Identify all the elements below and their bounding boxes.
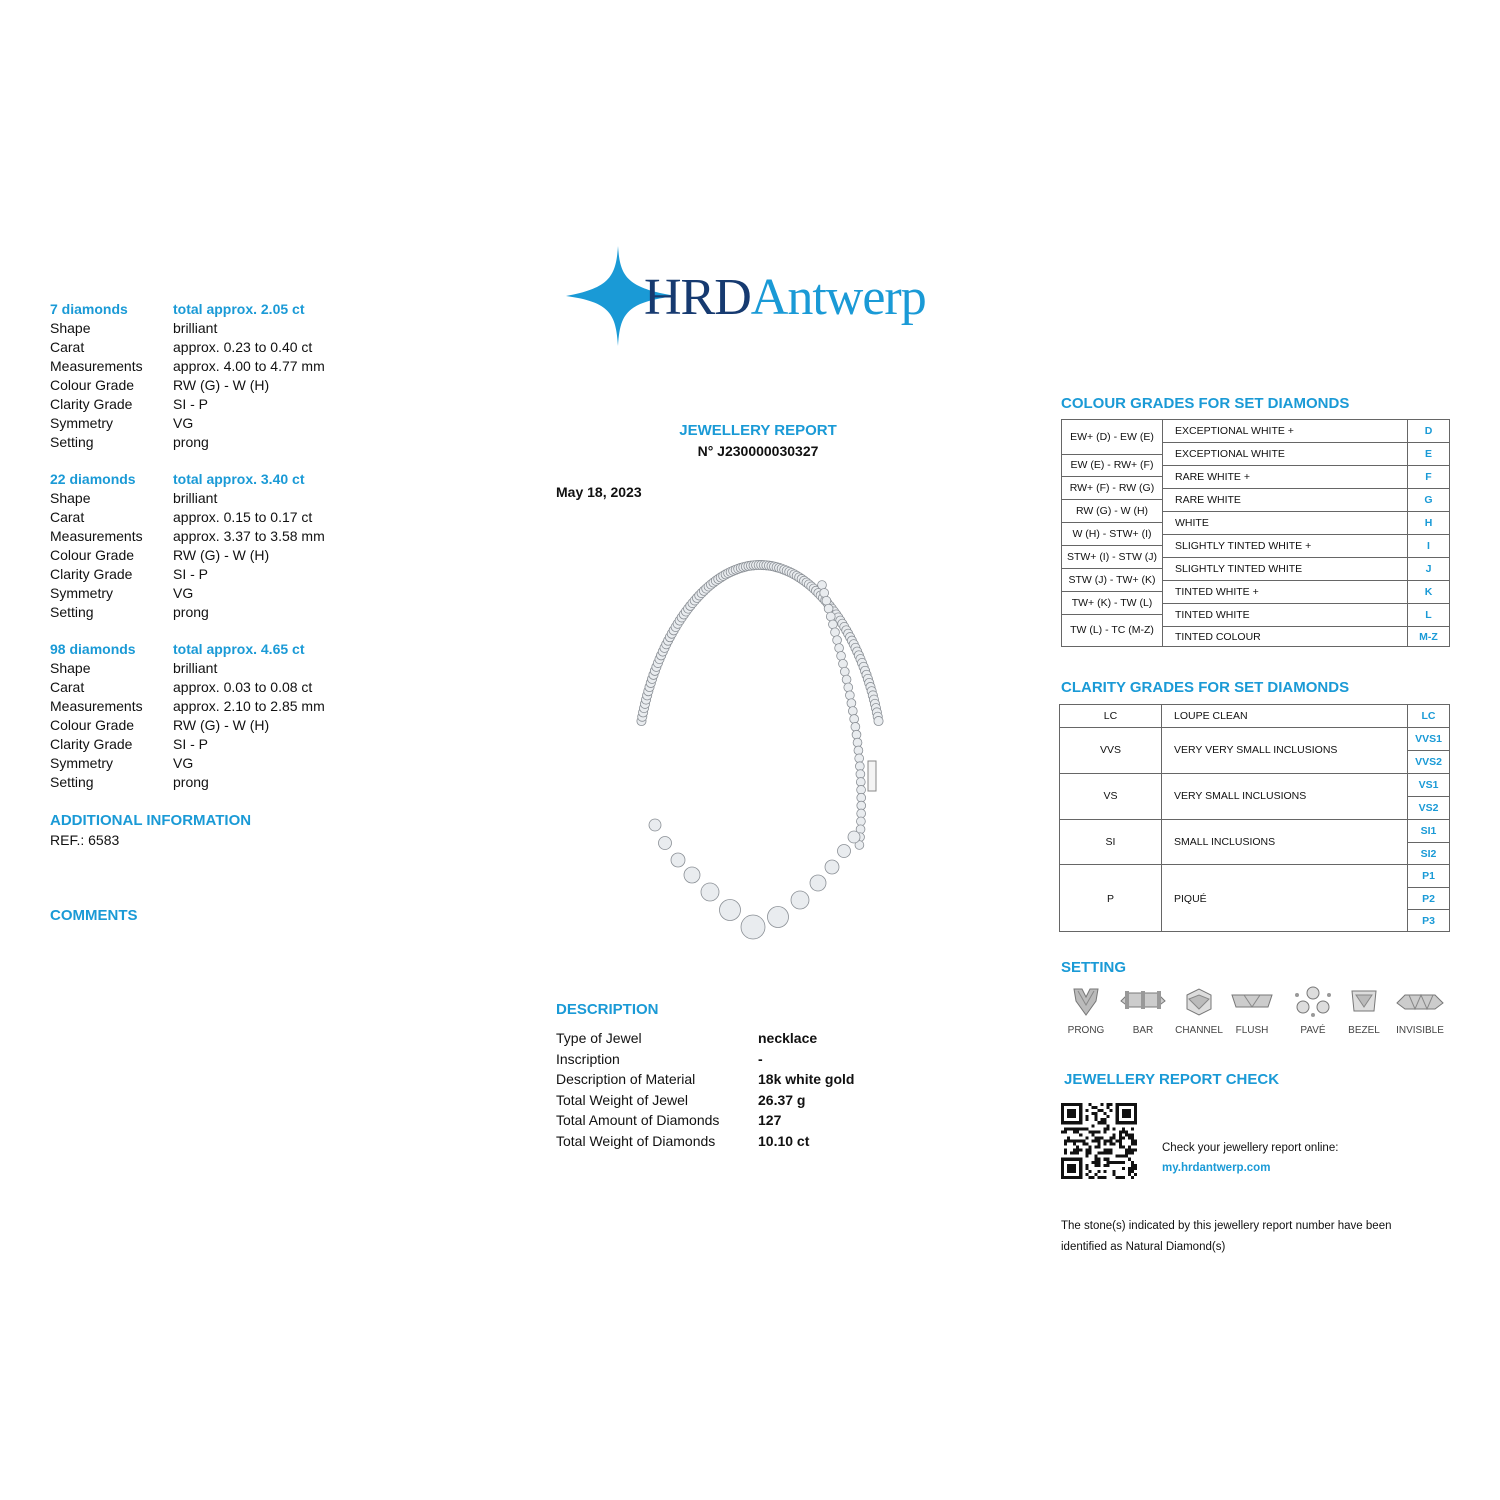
- group-total: total approx. 3.40 ct: [173, 471, 305, 487]
- spec-label: Symmetry: [50, 585, 113, 601]
- clarity-name: VERY SMALL INCLUSIONS: [1174, 790, 1307, 802]
- clarity-name: LOUPE CLEAN: [1174, 710, 1248, 722]
- clarity-code: P3: [1422, 915, 1435, 927]
- clarity-grades-table: [1059, 704, 1450, 932]
- bezel-setting-icon: [1346, 985, 1382, 1019]
- check-text: Check your jewellery report online:: [1162, 1142, 1339, 1154]
- spec-label: Colour Grade: [50, 717, 135, 733]
- setting-label: FLUSH: [1235, 1025, 1269, 1036]
- spec-label: Measurements: [50, 358, 143, 374]
- spec-value: prong: [173, 434, 209, 450]
- hrd-logo: [566, 246, 966, 346]
- colour-range: EW+ (D) - EW (E): [1062, 420, 1162, 455]
- clarity-name: VERY VERY SMALL INCLUSIONS: [1174, 744, 1338, 756]
- description-label: Description of Material: [556, 1071, 696, 1087]
- colour-code: K: [1424, 586, 1433, 598]
- necklace-stone: [874, 716, 883, 725]
- necklace-stone: [741, 915, 765, 939]
- spec-label: Colour Grade: [50, 377, 135, 393]
- clarity-grades-title: CLARITY GRADES FOR SET DIAMONDS: [1061, 679, 1350, 696]
- prong-setting-icon: [1068, 985, 1104, 1019]
- description-row: [556, 1071, 936, 1092]
- necklace-stone: [833, 636, 842, 645]
- necklace-stone: [856, 778, 865, 787]
- colour-code: I: [1427, 540, 1430, 552]
- setting-item-channel: [1169, 985, 1229, 1036]
- colour-range: TW (L) - TC (M-Z): [1070, 624, 1154, 636]
- clarity-code: VS1: [1418, 779, 1439, 791]
- colour-name: RARE WHITE: [1175, 494, 1241, 506]
- setting-label: CHANNEL: [1175, 1025, 1223, 1036]
- channel-setting-icon: [1181, 985, 1217, 1019]
- pave-setting-icon: [1293, 985, 1333, 1019]
- spec-value: SI - P: [173, 736, 209, 752]
- footer-line: The stone(s) indicated by this jewellery report number have been: [1061, 1220, 1392, 1232]
- necklace-stone: [768, 907, 789, 928]
- necklace-stone: [671, 853, 685, 867]
- necklace-stone: [810, 875, 826, 891]
- description-value: 26.37 g: [758, 1091, 806, 1108]
- necklace-clasp: [868, 761, 876, 791]
- group-count: 22 diamonds: [50, 471, 136, 487]
- description-label: Type of Jewel: [556, 1030, 642, 1046]
- colour-name: EXCEPTIONAL WHITE +: [1175, 425, 1294, 437]
- logo-text-antwerp: Antwerp: [750, 269, 926, 326]
- clarity-code: P2: [1422, 893, 1435, 905]
- necklace-stone: [826, 612, 835, 621]
- setting-label: BEZEL: [1348, 1025, 1380, 1036]
- colour-code: L: [1425, 609, 1432, 621]
- spec-value: brilliant: [173, 490, 218, 506]
- necklace-stone: [850, 715, 859, 724]
- colour-range: RW (G) - W (H): [1062, 500, 1162, 523]
- colour-name: TINTED COLOUR: [1175, 631, 1261, 643]
- spec-label: Clarity Grade: [50, 736, 133, 752]
- necklace-stone: [818, 581, 827, 590]
- description-row: [556, 1133, 936, 1154]
- colour-name: RARE WHITE +: [1175, 471, 1250, 483]
- report-check-title: JEWELLERY REPORT CHECK: [1064, 1071, 1280, 1088]
- spec-value: prong: [173, 774, 209, 790]
- spec-label: Clarity Grade: [50, 396, 133, 412]
- description-row: [556, 1092, 936, 1113]
- clarity-code: VVS2: [1415, 756, 1442, 768]
- necklace-stone: [857, 809, 866, 818]
- spec-label: Carat: [50, 509, 85, 525]
- spec-value: approx. 0.23 to 0.40 ct: [173, 339, 313, 355]
- necklace-stone: [835, 644, 844, 653]
- spec-value: RW (G) - W (H): [173, 547, 270, 563]
- spec-label: Carat: [50, 339, 85, 355]
- clarity-abbr: VVS: [1099, 744, 1121, 756]
- colour-range: TW+ (K) - TW (L): [1062, 592, 1162, 615]
- colour-name: EXCEPTIONAL WHITE: [1175, 448, 1285, 460]
- spec-label: Symmetry: [50, 415, 113, 431]
- diamond-groups: [50, 300, 390, 792]
- clarity-name: SMALL INCLUSIONS: [1174, 836, 1276, 848]
- spec-label: Measurements: [50, 698, 143, 714]
- colour-range: STW (J) - TW+ (K): [1062, 569, 1162, 592]
- additional-info-title: ADDITIONAL INFORMATION: [50, 812, 252, 829]
- necklace-stone: [847, 699, 856, 708]
- setting-label: INVISIBLE: [1396, 1025, 1444, 1036]
- necklace-stone: [851, 722, 860, 731]
- necklace-stone: [856, 770, 865, 779]
- colour-code: M-Z: [1419, 631, 1438, 643]
- necklace-photo: [610, 555, 910, 965]
- description-value: 18k white gold: [758, 1071, 855, 1087]
- spec-label: Carat: [50, 679, 85, 695]
- diamond-group: [50, 640, 390, 792]
- report-number: N° J230000030327: [697, 443, 819, 459]
- spec-value: approx. 0.15 to 0.17 ct: [173, 509, 313, 525]
- spec-value: approx. 3.37 to 3.58 mm: [173, 528, 325, 544]
- necklace-stone: [853, 738, 862, 747]
- spec-value: brilliant: [173, 660, 218, 676]
- colour-code: F: [1425, 471, 1432, 483]
- setting-item-bezel: [1334, 985, 1394, 1036]
- spec-label: Shape: [50, 490, 91, 506]
- necklace-stone: [857, 785, 866, 794]
- description-value: necklace: [758, 1030, 818, 1046]
- setting-title: SETTING: [1061, 959, 1127, 976]
- spec-label: Setting: [50, 774, 94, 790]
- spec-label: Measurements: [50, 528, 143, 544]
- description-label: Inscription: [556, 1050, 620, 1067]
- necklace-stone: [842, 675, 851, 684]
- description-row: [556, 1030, 936, 1051]
- setting-icons: [1056, 985, 1456, 1045]
- spec-value: SI - P: [173, 566, 209, 582]
- reference-number: REF.: 6583: [50, 832, 120, 848]
- necklace-stone: [852, 730, 861, 739]
- spec-value: approx. 2.10 to 2.85 mm: [173, 698, 325, 714]
- clarity-code: VVS1: [1415, 733, 1442, 745]
- description-label: Total Weight of Jewel: [556, 1091, 689, 1108]
- qr-code[interactable]: [1061, 1103, 1137, 1179]
- spec-label: Setting: [50, 604, 94, 620]
- clarity-abbr: LC: [1103, 710, 1118, 722]
- necklace-stone: [829, 620, 838, 629]
- necklace-stone: [855, 754, 864, 763]
- diamond-group: [50, 300, 390, 452]
- colour-name: SLIGHTLY TINTED WHITE +: [1175, 540, 1312, 552]
- setting-label: PAVÉ: [1300, 1025, 1326, 1036]
- spec-label: Shape: [50, 320, 91, 336]
- logo-text-hrd: HRD: [644, 269, 751, 326]
- necklace-stone: [684, 867, 700, 883]
- clarity-abbr: SI: [1105, 836, 1116, 848]
- necklace-stone: [838, 845, 851, 858]
- spec-value: VG: [173, 415, 194, 431]
- description-row: [556, 1112, 936, 1133]
- description-list: [556, 1030, 936, 1153]
- group-count: 7 diamonds: [50, 301, 128, 317]
- description-label: Total Weight of Diamonds: [556, 1132, 716, 1149]
- description-value: 127: [758, 1112, 782, 1128]
- clarity-abbr: VS: [1103, 790, 1118, 802]
- necklace-stone: [825, 860, 839, 874]
- necklace-stone: [844, 683, 853, 692]
- colour-range: STW+ (I) - STW (J): [1062, 546, 1162, 569]
- setting-label: PRONG: [1067, 1025, 1105, 1036]
- setting-item-invisible: [1390, 985, 1450, 1036]
- description-value: -: [758, 1050, 763, 1067]
- clarity-name: PIQUÉ: [1174, 893, 1207, 905]
- necklace-stone: [839, 659, 848, 668]
- necklace-stone: [701, 883, 719, 901]
- spec-label: Shape: [50, 660, 91, 676]
- spec-value: brilliant: [173, 320, 218, 336]
- footer-line: identified as Natural Diamond(s): [1061, 1241, 1226, 1253]
- colour-code: J: [1425, 563, 1432, 575]
- necklace-stone: [720, 900, 741, 921]
- colour-name: SLIGHTLY TINTED WHITE: [1175, 563, 1303, 575]
- clarity-abbr: P: [1106, 893, 1114, 905]
- invisible-setting-icon: [1395, 985, 1445, 1019]
- diamond-group: [50, 470, 390, 622]
- colour-range: RW+ (F) - RW (G): [1062, 477, 1162, 500]
- spec-label: Symmetry: [50, 755, 113, 771]
- necklace-stone: [824, 604, 833, 613]
- spec-label: Clarity Grade: [50, 566, 133, 582]
- report-date: May 18, 2023: [556, 484, 642, 500]
- spec-value: approx. 4.00 to 4.77 mm: [173, 358, 325, 374]
- necklace-stone: [831, 628, 840, 637]
- colour-grades-title: COLOUR GRADES FOR SET DIAMONDS: [1061, 395, 1350, 412]
- necklace-stone: [855, 762, 864, 771]
- necklace-stone: [848, 707, 857, 716]
- necklace-stone: [791, 891, 809, 909]
- report-title: JEWELLERY REPORT: [679, 422, 837, 439]
- necklace-stone: [820, 588, 829, 597]
- clarity-code: SI1: [1420, 825, 1437, 837]
- colour-code: E: [1424, 448, 1432, 460]
- necklace-image: [610, 555, 910, 965]
- qr-code-image: [1061, 1103, 1137, 1179]
- colour-code: G: [1424, 494, 1433, 506]
- setting-item-prong: [1056, 985, 1116, 1036]
- footer-note: [1061, 1216, 1391, 1258]
- necklace-stone: [848, 831, 860, 843]
- description-label: Total Amount of Diamonds: [556, 1112, 720, 1128]
- colour-code: H: [1424, 517, 1433, 529]
- group-count: 98 diamonds: [50, 641, 136, 657]
- flush-setting-icon: [1228, 985, 1276, 1019]
- colour-name: TINTED WHITE: [1175, 609, 1250, 621]
- description-title: DESCRIPTION: [556, 1001, 659, 1018]
- clarity-code: LC: [1421, 710, 1436, 722]
- spec-value: prong: [173, 604, 209, 620]
- necklace-stone: [845, 691, 854, 700]
- bar-setting-icon: [1119, 985, 1167, 1019]
- clarity-code: P1: [1422, 870, 1435, 882]
- colour-grades-table: [1061, 419, 1450, 647]
- setting-item-flush: [1222, 985, 1282, 1036]
- clarity-code: SI2: [1420, 848, 1437, 860]
- necklace-stone: [837, 652, 846, 661]
- setting-label: BAR: [1132, 1025, 1154, 1036]
- necklace-stone: [857, 817, 866, 826]
- necklace-stone: [649, 819, 661, 831]
- spec-value: VG: [173, 755, 194, 771]
- group-total: total approx. 4.65 ct: [173, 641, 305, 657]
- spec-label: Colour Grade: [50, 547, 135, 563]
- comments-title: COMMENTS: [50, 907, 138, 924]
- spec-label: Setting: [50, 434, 94, 450]
- check-link[interactable]: my.hrdantwerp.com: [1162, 1162, 1271, 1174]
- setting-item-bar: [1113, 985, 1173, 1036]
- spec-value: VG: [173, 585, 194, 601]
- spec-value: RW (G) - W (H): [173, 377, 270, 393]
- group-total: total approx. 2.05 ct: [173, 301, 305, 317]
- colour-name: TINTED WHITE +: [1175, 586, 1259, 598]
- necklace-stone: [854, 746, 863, 755]
- necklace-stone: [840, 667, 849, 676]
- colour-name: WHITE: [1175, 517, 1209, 529]
- spec-value: RW (G) - W (H): [173, 717, 270, 733]
- clarity-code: VS2: [1418, 802, 1439, 814]
- colour-code: D: [1424, 425, 1433, 437]
- colour-range: W (H) - STW+ (I): [1062, 523, 1162, 546]
- spec-value: SI - P: [173, 396, 209, 412]
- necklace-stone: [659, 837, 672, 850]
- description-value: 10.10 ct: [758, 1132, 810, 1149]
- spec-value: approx. 0.03 to 0.08 ct: [173, 679, 313, 695]
- colour-range: EW (E) - RW+ (F): [1062, 454, 1162, 477]
- description-row: [556, 1051, 936, 1072]
- necklace-stone: [822, 596, 831, 605]
